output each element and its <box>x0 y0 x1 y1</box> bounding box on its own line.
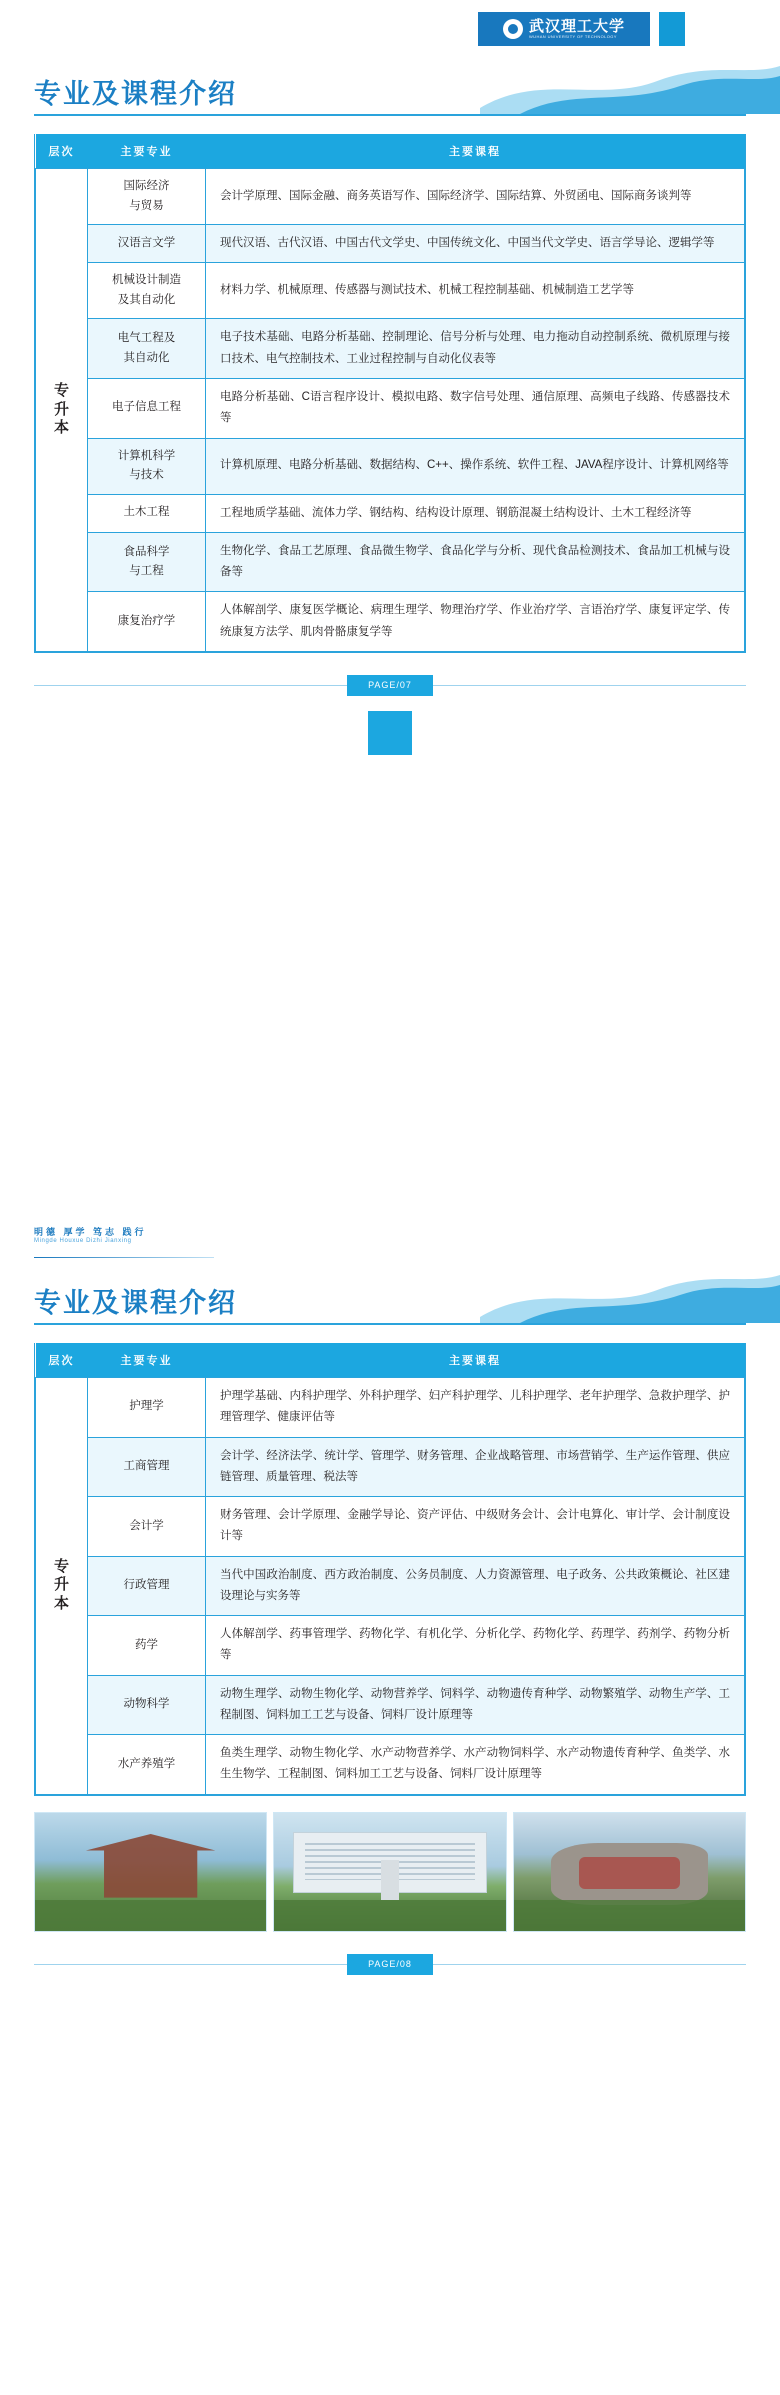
university-name-en: WUHAN UNIVERSITY OF TECHNOLOGY <box>528 33 617 39</box>
page-title: 专业及课程介绍 <box>34 79 237 109</box>
campus-building-statue-photo <box>273 1812 506 1932</box>
courses-cell: 动物生理学、动物生物化学、动物营养学、饲料学、动物遗传育种学、动物繁殖学、动物生产学、工程制图、饲料加工工艺与设备、饲料厂设计原理等 <box>206 1675 745 1735</box>
table-row <box>36 1675 745 1735</box>
campus-stone-inscription-photo <box>513 1812 746 1932</box>
courses-cell: 当代中国政治制度、西方政治制度、公务员制度、人力资源管理、电子政务、公共政策概论、社区建设理论与实务等 <box>206 1556 745 1616</box>
table-row <box>36 378 745 438</box>
university-motto <box>34 1227 147 1246</box>
statue-shape-icon <box>381 1860 400 1900</box>
course-table-2-wrap <box>34 1343 746 1796</box>
major-cell: 动物科学 <box>88 1675 206 1735</box>
table-row <box>36 1497 745 1557</box>
table-row <box>36 532 745 592</box>
courses-cell: 护理学基础、内科护理学、外科护理学、妇产科护理学、儿科护理学、老年护理学、急救护理学、护理管理学、健康评估等 <box>206 1378 745 1438</box>
table-row <box>36 1437 745 1497</box>
courses-cell: 电子技术基础、电路分析基础、控制理论、信号分析与处理、电力拖动自动控制系统、微机原理与接口技术、电气控制技术、工业过程控制与自动化仪表等 <box>206 319 745 379</box>
page-title-block-2 <box>0 1271 780 1331</box>
courses-cell: 人体解剖学、药事管理学、药物化学、有机化学、分析化学、药物化学、药理学、药剂学、药物分析等 <box>206 1616 745 1676</box>
table-row <box>36 319 745 379</box>
course-table-2 <box>35 1343 745 1795</box>
th-courses: 主要课程 <box>206 134 745 169</box>
page-title-block <box>0 62 780 122</box>
courses-cell: 计算机原理、电路分析基础、数据结构、C++、操作系统、软件工程、JAVA程序设计、计算机网络等 <box>206 438 745 494</box>
stone-shape-icon <box>551 1843 708 1904</box>
title-underline <box>34 114 746 116</box>
page-footer-2 <box>0 1954 780 2040</box>
courses-cell: 人体解剖学、康复医学概论、病理生理学、物理治疗学、作业治疗学、言语治疗学、康复评定学、传统康复方法学、肌肉骨骼康复学等 <box>206 592 745 652</box>
courses-cell: 会计学原理、国际金融、商务英语写作、国际经济学、国际结算、外贸函电、国际商务谈判等 <box>206 169 745 225</box>
page-footer-1 <box>0 675 780 761</box>
th-courses: 主要课程 <box>206 1343 745 1378</box>
university-emblem-icon <box>503 19 523 39</box>
table-row <box>36 169 745 225</box>
page-header-band-2 <box>0 1209 780 1265</box>
page-08 <box>0 1209 780 2395</box>
wave-decoration <box>480 1271 780 1323</box>
major-cell: 工商管理 <box>88 1437 206 1497</box>
page-separator <box>0 1185 780 1209</box>
major-cell: 电气工程及 其自动化 <box>88 319 206 379</box>
motto-cn: 明德 厚学 笃志 践行 <box>34 1227 147 1237</box>
th-major: 主要专业 <box>88 1343 206 1378</box>
ground-shape <box>274 1900 505 1931</box>
level-text: 专 <box>54 381 71 399</box>
course-table-1 <box>35 134 745 652</box>
motto-rule <box>34 1257 214 1258</box>
course-table-2-body <box>36 1378 745 1795</box>
courses-cell: 鱼类生理学、动物生物化学、水产动物营养学、水产动物饲料学、水产动物遗传育种学、鱼类学、水生生物学、工程制图、饲料加工工艺与设备、饲料厂设计原理等 <box>206 1735 745 1795</box>
major-cell: 国际经济 与贸易 <box>88 169 206 225</box>
major-cell: 机械设计制造 及其自动化 <box>88 263 206 319</box>
major-cell: 药学 <box>88 1616 206 1676</box>
courses-cell: 电路分析基础、C语言程序设计、模拟电路、数字信号处理、通信原理、高频电子线路、传感器技术等 <box>206 378 745 438</box>
table-row <box>36 592 745 652</box>
courses-cell: 会计学、经济法学、统计学、管理学、财务管理、企业战略管理、市场营销学、生产运作管理、供应链管理、质量管理、税法等 <box>206 1437 745 1497</box>
page-number-badge: PAGE/08 <box>347 1954 433 1975</box>
footer-accent-block <box>368 711 412 755</box>
major-cell: 土木工程 <box>88 494 206 532</box>
level-cell: 专 升 本 <box>36 1378 88 1795</box>
header-accent-tab <box>659 12 685 46</box>
courses-cell: 工程地质学基础、流体力学、钢结构、结构设计原理、钢筋混凝土结构设计、土木工程经济等 <box>206 494 745 532</box>
level-cell: 专 升 本 <box>36 169 88 652</box>
table-header-row <box>36 134 745 169</box>
major-cell: 水产养殖学 <box>88 1735 206 1795</box>
campus-pavilion-photo <box>34 1812 267 1932</box>
courses-cell: 生物化学、食品工艺原理、食品微生物学、食品化学与分析、现代食品检测技术、食品加工机械与设备等 <box>206 532 745 592</box>
table-row <box>36 1735 745 1795</box>
page-number-badge: PAGE/07 <box>347 675 433 696</box>
university-logo <box>478 12 650 46</box>
table-row <box>36 263 745 319</box>
page-title: 专业及课程介绍 <box>34 1288 237 1318</box>
th-level: 层次 <box>36 134 88 169</box>
title-underline <box>34 1323 746 1325</box>
courses-cell: 材料力学、机械原理、传感器与测试技术、机械工程控制基础、机械制造工艺学等 <box>206 263 745 319</box>
course-table-1-body <box>36 169 745 652</box>
table-row <box>36 1556 745 1616</box>
table-row <box>36 225 745 263</box>
table-row <box>36 438 745 494</box>
campus-photo-strip <box>34 1812 746 1932</box>
motto-en: Mingde Houxue Dizhi Jianxing <box>34 1238 132 1245</box>
table-row <box>36 1378 745 1438</box>
th-level: 层次 <box>36 1343 88 1378</box>
ground-shape <box>514 1900 745 1931</box>
wave-decoration <box>480 62 780 114</box>
page-header-band <box>0 0 780 56</box>
page-07 <box>0 0 780 1185</box>
major-cell: 汉语言文学 <box>88 225 206 263</box>
major-cell: 护理学 <box>88 1378 206 1438</box>
courses-cell: 财务管理、会计学原理、金融学导论、资产评估、中级财务会计、会计电算化、审计学、会计制度设计等 <box>206 1497 745 1557</box>
major-cell: 电子信息工程 <box>88 378 206 438</box>
major-cell: 会计学 <box>88 1497 206 1557</box>
table-row <box>36 494 745 532</box>
table-header-row <box>36 1343 745 1378</box>
major-cell: 食品科学 与工程 <box>88 532 206 592</box>
major-cell: 计算机科学 与技术 <box>88 438 206 494</box>
courses-cell: 现代汉语、古代汉语、中国古代文学史、中国传统文化、中国当代文学史、语言学导论、逻辑学等 <box>206 225 745 263</box>
th-major: 主要专业 <box>88 134 206 169</box>
course-table-1-wrap <box>34 134 746 653</box>
major-cell: 康复治疗学 <box>88 592 206 652</box>
table-row <box>36 1616 745 1676</box>
university-name-cn: 武汉理工大学 <box>528 18 625 36</box>
major-cell: 行政管理 <box>88 1556 206 1616</box>
pavilion-shape-icon <box>86 1834 216 1898</box>
ground-shape <box>35 1900 266 1931</box>
